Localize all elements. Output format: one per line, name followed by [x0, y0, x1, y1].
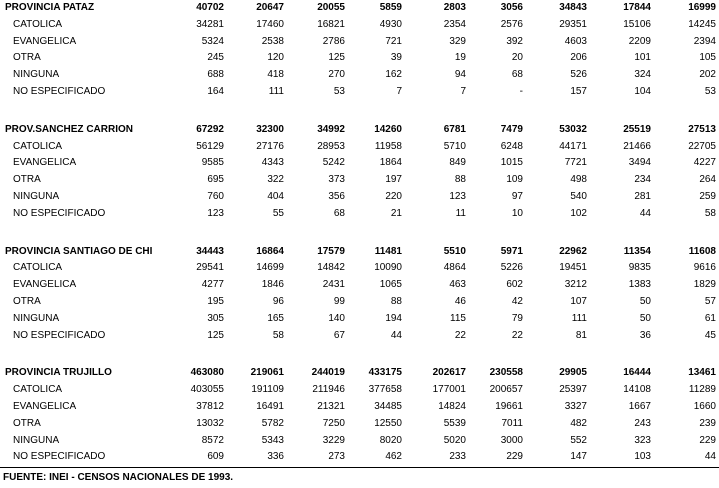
religion-value-cell: 1864 — [379, 157, 402, 169]
religion-value-cell: 206 — [570, 52, 587, 64]
religion-value-cell: 392 — [506, 35, 523, 47]
religion-value-cell: 1667 — [628, 400, 651, 412]
religion-value-cell: 5020 — [443, 434, 466, 446]
religion-value-cell: 526 — [570, 69, 587, 81]
religion-value-cell: 45 — [704, 329, 716, 341]
religion-value-cell: 373 — [328, 174, 345, 186]
religion-value-cell: 14245 — [688, 18, 716, 30]
religion-value-cell: 4277 — [201, 279, 224, 291]
footer-divider — [0, 467, 719, 468]
religion-value-cell: 602 — [506, 279, 523, 291]
province-total-cell: 17844 — [623, 2, 651, 13]
religion-value-cell: 164 — [207, 85, 224, 97]
province-total-cell: 67292 — [196, 123, 224, 135]
province-total-cell: 3056 — [500, 2, 523, 13]
religion-value-cell: 96 — [272, 295, 284, 307]
religion-value-cell: 19451 — [559, 262, 587, 274]
religion-value-cell: 7250 — [322, 417, 345, 429]
province-total-cell: 11481 — [374, 245, 402, 257]
religion-value-cell: 39 — [390, 52, 402, 64]
religion-value-cell: 27176 — [256, 140, 284, 152]
religion-row — [0, 206, 719, 223]
religion-value-cell: 200657 — [489, 384, 523, 396]
religion-value-cell: 42 — [511, 295, 523, 307]
religion-value-cell: 44171 — [559, 140, 587, 152]
religion-value-cell: 2786 — [322, 35, 345, 47]
religion-value-cell: 5226 — [500, 262, 523, 274]
religion-value-cell: 4343 — [261, 157, 284, 169]
religion-row — [0, 84, 719, 101]
province-total-cell: 20647 — [256, 2, 284, 13]
religion-value-cell: 14824 — [438, 400, 466, 412]
religion-value-cell: 22 — [511, 329, 523, 341]
religion-label: EVANGELICA — [13, 400, 77, 412]
religion-value-cell: 28953 — [317, 140, 345, 152]
religion-value-cell: 109 — [506, 174, 523, 186]
religion-value-cell: 55 — [272, 207, 284, 219]
religion-value-cell: 2394 — [693, 35, 716, 47]
religion-value-cell: 7 — [396, 85, 402, 97]
religion-value-cell: 4864 — [443, 262, 466, 274]
religion-value-cell: 25397 — [559, 384, 587, 396]
religion-value-cell: 53 — [704, 85, 716, 97]
religion-value-cell: 97 — [511, 190, 523, 202]
religion-value-cell: 540 — [570, 190, 587, 202]
religion-value-cell: 111 — [268, 85, 284, 97]
religion-row — [0, 34, 719, 51]
religion-value-cell: 2538 — [261, 35, 284, 47]
province-total-cell: 433175 — [368, 367, 402, 379]
religion-row — [0, 155, 719, 172]
religion-value-cell: 5539 — [443, 417, 466, 429]
religion-row — [0, 449, 719, 466]
religion-value-cell: 21321 — [317, 400, 345, 412]
religion-value-cell: 336 — [267, 451, 284, 463]
religion-value-cell: 37812 — [196, 400, 224, 412]
religion-value-cell: 102 — [570, 207, 587, 219]
province-total-cell: 16999 — [688, 2, 716, 13]
religion-value-cell: 57 — [704, 295, 716, 307]
religion-value-cell: 3229 — [322, 434, 345, 446]
province-total-row — [0, 122, 719, 139]
religion-value-cell: 5343 — [261, 434, 284, 446]
religion-value-cell: 1015 — [500, 157, 523, 169]
religion-label: NO ESPECIFICADO — [13, 451, 106, 463]
religion-label: NINGUNA — [13, 434, 60, 446]
religion-value-cell: 463 — [449, 279, 466, 291]
religion-value-cell: 67 — [333, 329, 345, 341]
religion-value-cell: 11958 — [374, 140, 402, 152]
province-total-cell: 53032 — [559, 123, 587, 135]
religion-value-cell: 9585 — [201, 157, 224, 169]
religion-value-cell: 88 — [454, 174, 466, 186]
religion-value-cell: 7 — [460, 85, 466, 97]
religion-value-cell: 13032 — [196, 417, 224, 429]
religion-value-cell: 21 — [390, 207, 402, 219]
religion-label: CATOLICA — [13, 140, 63, 152]
province-total-cell: 29905 — [559, 367, 587, 379]
religion-value-cell: 9835 — [628, 262, 651, 274]
religion-value-cell: 53 — [333, 85, 345, 97]
religion-value-cell: 462 — [385, 451, 402, 463]
religion-value-cell: 14842 — [317, 262, 345, 274]
religion-value-cell: 259 — [699, 190, 716, 202]
province-name: PROVINCIA PATAZ — [5, 2, 95, 13]
religion-value-cell: 7011 — [501, 417, 523, 429]
religion-label: CATOLICA — [13, 262, 63, 274]
religion-value-cell: 115 — [450, 312, 466, 324]
religion-value-cell: 61 — [704, 312, 716, 324]
religion-value-cell: 195 — [207, 295, 224, 307]
province-total-cell: 27513 — [688, 123, 716, 135]
province-total-cell: 7479 — [500, 123, 523, 135]
religion-value-cell: 1383 — [628, 279, 651, 291]
religion-value-cell: 140 — [328, 312, 345, 324]
religion-value-cell: 5710 — [443, 140, 466, 152]
religion-value-cell: 5242 — [322, 157, 345, 169]
religion-value-cell: 68 — [511, 69, 523, 81]
province-total-cell: 14260 — [374, 123, 402, 135]
religion-label: NO ESPECIFICADO — [13, 329, 106, 341]
province-total-cell: 22962 — [559, 245, 587, 257]
religion-value-cell: 552 — [570, 434, 587, 446]
religion-label: EVANGELICA — [13, 35, 77, 47]
religion-value-cell: 162 — [385, 69, 402, 81]
religion-label: CATOLICA — [13, 18, 63, 30]
religion-label: EVANGELICA — [13, 157, 77, 169]
province-total-cell: 32300 — [256, 123, 284, 135]
religion-value-cell: 6248 — [500, 140, 523, 152]
religion-value-cell: 16821 — [317, 18, 345, 30]
province-total-cell: 20055 — [317, 2, 345, 13]
religion-row — [0, 50, 719, 67]
religion-value-cell: 324 — [634, 69, 651, 81]
religion-value-cell: 688 — [207, 69, 224, 81]
religion-value-cell: 329 — [449, 35, 466, 47]
religion-value-cell: 123 — [449, 190, 466, 202]
religion-value-cell: 11 — [455, 207, 466, 219]
province-total-cell: 244019 — [311, 367, 345, 379]
religion-row — [0, 139, 719, 156]
religion-value-cell: 2431 — [322, 279, 345, 291]
province-total-cell: 25519 — [623, 123, 651, 135]
religion-value-cell: 19661 — [495, 400, 523, 412]
religion-value-cell: 10090 — [374, 262, 402, 274]
religion-value-cell: 1065 — [379, 279, 402, 291]
religion-label: NINGUNA — [13, 312, 60, 324]
religion-value-cell: 44 — [704, 451, 716, 463]
religion-label: OTRA — [13, 52, 41, 64]
religion-value-cell: 5324 — [201, 35, 224, 47]
province-name: PROV.SANCHEZ CARRION — [5, 123, 133, 135]
religion-value-cell: 29351 — [559, 18, 587, 30]
religion-value-cell: 50 — [639, 295, 651, 307]
religion-value-cell: 849 — [449, 157, 466, 169]
religion-row — [0, 416, 719, 433]
section-spacer — [0, 223, 719, 244]
province-total-cell: 219061 — [250, 367, 284, 379]
religion-label: OTRA — [13, 174, 41, 186]
province-total-row — [0, 244, 719, 261]
religion-value-cell: 157 — [570, 85, 587, 97]
religion-row — [0, 172, 719, 189]
spacer-cell — [0, 101, 719, 122]
religion-value-cell: 404 — [267, 190, 284, 202]
religion-value-cell: 125 — [207, 329, 224, 341]
province-total-cell: 6781 — [443, 123, 466, 135]
religion-value-cell: 21466 — [623, 140, 651, 152]
religion-value-cell: 104 — [634, 85, 651, 97]
religion-value-cell: 3327 — [564, 400, 587, 412]
religion-value-cell: 1846 — [261, 279, 284, 291]
province-total-cell: 11354 — [623, 245, 651, 257]
religion-row — [0, 311, 719, 328]
religion-value-cell: 81 — [575, 329, 587, 341]
religion-row — [0, 433, 719, 450]
religion-value-cell: 233 — [449, 451, 466, 463]
province-name: PROVINCIA SANTIAGO DE CHI — [5, 245, 153, 257]
province-total-cell: 2803 — [443, 2, 466, 13]
religion-row — [0, 277, 719, 294]
religion-row — [0, 399, 719, 416]
religion-value-cell: 4227 — [693, 157, 716, 169]
religion-value-cell: 220 — [385, 190, 402, 202]
province-total-cell: 5510 — [443, 245, 466, 257]
province-total-cell: 17579 — [317, 245, 345, 257]
religion-value-cell: 2576 — [500, 18, 523, 30]
religion-label: CATOLICA — [13, 384, 63, 396]
religion-row — [0, 17, 719, 34]
religion-value-cell: 695 — [207, 174, 224, 186]
religion-value-cell: 609 — [207, 451, 224, 463]
religion-value-cell: 34485 — [374, 400, 402, 412]
province-total-cell: 5859 — [379, 2, 402, 13]
province-total-cell: 11608 — [688, 245, 716, 257]
religion-value-cell: 125 — [328, 52, 345, 64]
religion-value-cell: 2209 — [628, 35, 651, 47]
section-spacer — [0, 101, 719, 122]
religion-value-cell: 101 — [634, 52, 651, 64]
religion-value-cell: 44 — [639, 207, 651, 219]
religion-value-cell: 103 — [634, 451, 651, 463]
religion-value-cell: 177001 — [432, 384, 466, 396]
religion-value-cell: 11289 — [688, 384, 716, 396]
religion-row — [0, 189, 719, 206]
province-total-cell: 463080 — [190, 367, 224, 379]
religion-value-cell: 14699 — [256, 262, 284, 274]
religion-value-cell: 17460 — [256, 18, 284, 30]
religion-value-cell: 418 — [267, 69, 284, 81]
province-total-cell: 16864 — [256, 245, 284, 257]
religion-value-cell: 1660 — [693, 400, 716, 412]
religion-value-cell: 14108 — [623, 384, 651, 396]
section-spacer — [0, 344, 719, 365]
religion-value-cell: 3212 — [564, 279, 587, 291]
religion-value-cell: 16491 — [256, 400, 284, 412]
religion-value-cell: 2354 — [443, 18, 466, 30]
religion-value-cell: 44 — [390, 329, 402, 341]
religion-value-cell: 36 — [639, 329, 651, 341]
religion-value-cell: 270 — [328, 69, 345, 81]
religion-value-cell: 10 — [511, 207, 523, 219]
religion-value-cell: 20 — [511, 52, 523, 64]
religion-value-cell: 99 — [333, 295, 345, 307]
religion-value-cell: 322 — [267, 174, 284, 186]
religion-value-cell: 356 — [328, 190, 345, 202]
religion-value-cell: 111 — [571, 312, 587, 324]
religion-value-cell: 7721 — [564, 157, 587, 169]
religion-value-cell: 34281 — [196, 18, 224, 30]
religion-value-cell: 94 — [454, 69, 466, 81]
religion-value-cell: 46 — [454, 295, 466, 307]
religion-value-cell: 498 — [570, 174, 587, 186]
religion-value-cell: 721 — [385, 35, 402, 47]
religion-value-cell: 147 — [570, 451, 587, 463]
religion-value-cell: 12550 — [374, 417, 402, 429]
religion-row — [0, 328, 719, 345]
province-total-row — [0, 365, 719, 382]
religion-value-cell: 760 — [207, 190, 224, 202]
religion-value-cell: 3494 — [628, 157, 651, 169]
religion-value-cell: 4930 — [379, 18, 402, 30]
religion-value-cell: 9616 — [693, 262, 716, 274]
spacer-cell — [0, 344, 719, 365]
religion-value-cell: 243 — [634, 417, 651, 429]
religion-value-cell: 202 — [699, 69, 716, 81]
religion-value-cell: 120 — [267, 52, 284, 64]
province-total-cell: 34843 — [559, 2, 587, 13]
religion-value-cell: 22 — [454, 329, 466, 341]
religion-value-cell: 15106 — [623, 18, 651, 30]
religion-label: NINGUNA — [13, 190, 60, 202]
religion-value-cell: 239 — [699, 417, 716, 429]
religion-value-cell: 3000 — [500, 434, 523, 446]
religion-value-cell: 245 — [207, 52, 224, 64]
religion-label: OTRA — [13, 295, 41, 307]
religion-value-cell: 8020 — [379, 434, 402, 446]
religion-value-cell: 123 — [207, 207, 224, 219]
religion-value-cell: 229 — [506, 451, 523, 463]
province-total-cell: 5971 — [500, 245, 523, 257]
religion-value-cell: 403055 — [190, 384, 224, 396]
religion-value-cell: 105 — [699, 52, 716, 64]
religion-label: EVANGELICA — [13, 279, 77, 291]
province-total-cell: 34443 — [196, 245, 224, 257]
province-total-row — [0, 0, 719, 17]
province-total-cell: 202617 — [432, 367, 466, 379]
religion-row — [0, 260, 719, 277]
religion-value-cell: 107 — [570, 295, 587, 307]
religion-value-cell: 4603 — [564, 35, 587, 47]
religion-label: NO ESPECIFICADO — [13, 207, 106, 219]
religion-value-cell: 56129 — [196, 140, 224, 152]
province-total-cell: 16444 — [623, 367, 651, 379]
province-total-cell: 34992 — [317, 123, 345, 135]
religion-label: NINGUNA — [13, 69, 60, 81]
religion-value-cell: - — [519, 85, 523, 97]
religion-value-cell: 19 — [454, 52, 466, 64]
religion-value-cell: 229 — [699, 434, 716, 446]
religion-value-cell: 234 — [634, 174, 651, 186]
religion-value-cell: 88 — [390, 295, 402, 307]
province-name: PROVINCIA TRUJILLO — [5, 367, 112, 379]
religion-value-cell: 58 — [272, 329, 284, 341]
religion-value-cell: 5782 — [261, 417, 284, 429]
religion-value-cell: 323 — [634, 434, 651, 446]
religion-value-cell: 29541 — [196, 262, 224, 274]
religion-value-cell: 482 — [570, 417, 587, 429]
religion-value-cell: 273 — [328, 451, 345, 463]
religion-value-cell: 264 — [699, 174, 716, 186]
religion-value-cell: 50 — [639, 312, 651, 324]
province-total-cell: 13461 — [688, 367, 716, 379]
religion-value-cell: 305 — [207, 312, 224, 324]
religion-value-cell: 68 — [333, 207, 345, 219]
spacer-cell — [0, 223, 719, 244]
province-total-cell: 40702 — [196, 2, 224, 13]
province-total-cell: 230558 — [489, 367, 523, 379]
religion-value-cell: 211946 — [312, 384, 345, 396]
religion-label: NO ESPECIFICADO — [13, 85, 106, 97]
religion-value-cell: 58 — [704, 207, 716, 219]
religion-value-cell: 79 — [511, 312, 523, 324]
religion-value-cell: 194 — [385, 312, 402, 324]
religion-value-cell: 281 — [634, 190, 651, 202]
religion-value-cell: 22705 — [688, 140, 716, 152]
religion-row — [0, 294, 719, 311]
religion-row — [0, 382, 719, 399]
religion-value-cell: 165 — [267, 312, 284, 324]
religion-value-cell: 1829 — [693, 279, 716, 291]
religion-label: OTRA — [13, 417, 41, 429]
religion-value-cell: 197 — [385, 174, 402, 186]
religion-value-cell: 191109 — [251, 384, 284, 396]
religion-value-cell: 8572 — [201, 434, 224, 446]
source-note: FUENTE: INEI - CENSOS NACIONALES DE 1993. — [3, 472, 234, 483]
religion-value-cell: 377658 — [368, 384, 402, 396]
religion-row — [0, 67, 719, 84]
